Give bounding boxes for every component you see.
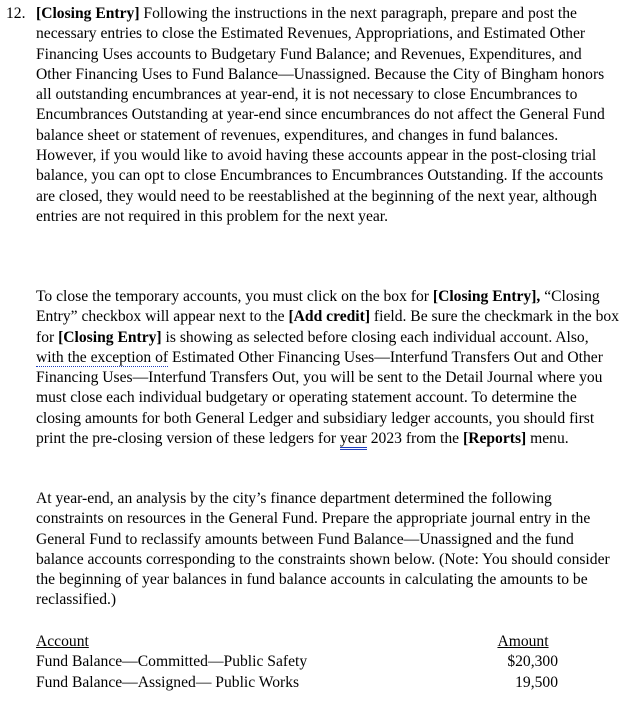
paragraph-3-text: At year-end, an analysis by the city’s finance department determined the following constraints on resources in the General Fund. Prepare the appropriate journal entry in the General Fund to reclassify amounts between Fund Balance—Unassigned and the fund balance accounts corresponding to the constraints shown below. (Note: You should consider the beginning of year balances in fund balance accounts in calculating the amounts to be reclassified.) [36,490,610,609]
header-amount: Amount [497,633,549,650]
table-header-row [36,632,558,652]
row-amount: $20,300 [507,653,558,671]
header-account: Account [36,633,89,650]
row-account: Fund Balance—Committed—Public Safety [36,653,308,671]
p2-text-5: Estimated Other Financing Uses—Interfund Transfers Out and Other Financing Uses—Interfund Transfers Out, you will be sent to the Detail Journal where you must close each individual budgetary or operating statement account. To determine the closing amounts for both General Ledger and subsidiary ledger accounts, you should first print the pre-closing version of these ledgers for [36,348,603,448]
paragraph-1-text: Following the instructions in the next paragraph, prepare and post the necessary entries to close the Estimated Revenues, Appropriations, and Estimated Other Financing Uses accounts to Budgetary Fund Balance; and Revenues, Expenditures, and Other Financing Uses to Fund Balance—Unassigned. Because the City of Bingham honors all outstanding encumbrances at year-end, it is not necessary to close Encumbrances to Encumbrances Outstanding at year-end since encumbrances do not affect the General Fund balance sheet or statement of revenues, expenditures, and changes in fund balances. However, if you would like to avoid having these accounts appear in the post-closing trial balance, you can opt to close Encumbrances to Encumbrances Outstanding. If the accounts are closed, they would need to be reestablished at the beginning of the next year, although entries are not required in this problem for the next year. [36,5,605,225]
p2-bold-closing-entry: [Closing Entry], [432,288,541,305]
p2-text-1: To close the temporary accounts, you must click on the box for [36,288,433,305]
p2-bold-reports: [Reports] [463,430,527,448]
constraints-table [36,632,558,693]
paragraph-closing-instructions [36,287,620,449]
item-number: 12. [6,5,26,22]
p2-text-7: menu. [526,430,569,448]
paragraph-year-end-analysis [36,489,620,611]
row-account: Fund Balance—Assigned— Public Works [36,673,300,691]
p2-double-underline-year: year [340,430,367,450]
p2-bold-closing-entry-2: [Closing Entry] [58,328,162,346]
closing-entry-label: [Closing Entry] [36,5,140,22]
row-amount: 19,500 [515,673,558,691]
paragraph-closing-entry [36,4,620,227]
table-row [36,652,558,672]
p2-text-4: is showing as selected before closing each individual account. Also, [161,328,589,346]
table-row [36,673,558,693]
p2-grammar-underline: with the exception of [36,348,169,366]
p2-text-3: field. Be sure the checkmark in the box for [36,308,620,346]
p2-text-2: “Closing Entry” checkbox will appear next to the [36,288,600,326]
p2-text-6: 2023 from the [366,430,463,448]
p2-bold-add-credit: [Add credit] [288,308,371,326]
